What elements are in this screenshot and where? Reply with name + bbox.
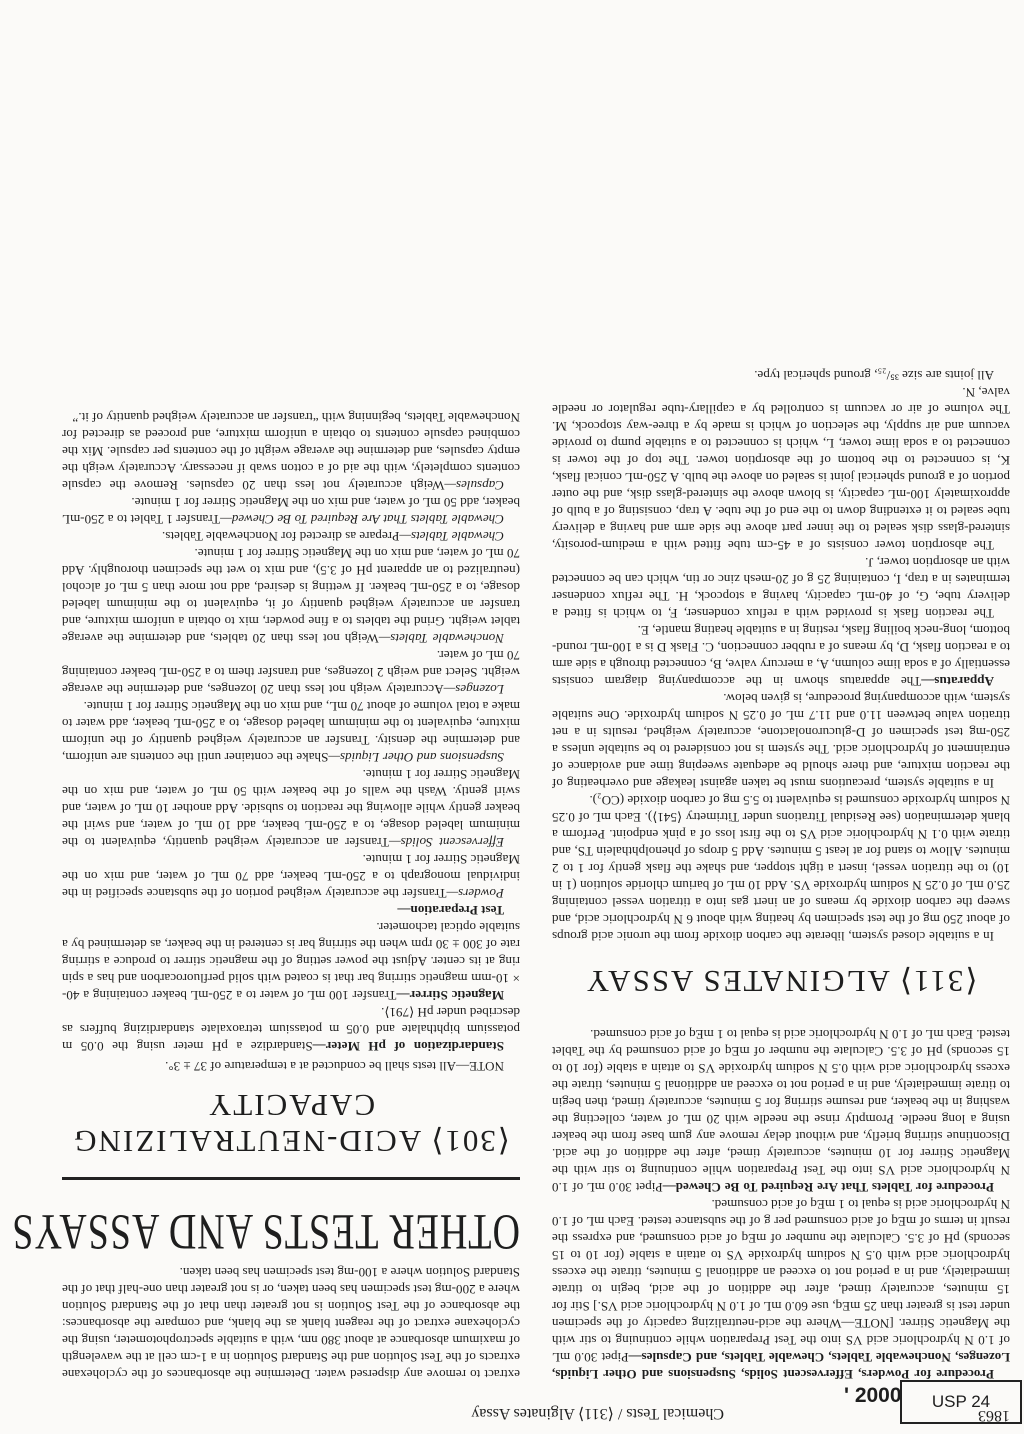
paragraph-reaction-flask: The reaction flask is provided with a reflux condenser, F, to which is fitted a delivery tube, G, of 40-mL capacity, having a stopcock, H. The reflux condenser terminates in a trap, I, containing 25 g of 20-mesh zinc or tin, which can be connected with an absorption tower, J. xyxy=(552,555,1010,621)
page-number: 1863 xyxy=(978,1407,1010,1424)
run-in-heading: Powders— xyxy=(446,885,504,901)
test-preparation-heading: Test Preparation— xyxy=(397,902,504,918)
paragraph-chewable xyxy=(62,527,520,544)
edition-stamp-label: USP 24 xyxy=(931,1392,991,1411)
right-column xyxy=(11,408,520,1382)
paragraph-text: Pipet 30.0 mL of 1.0 N hydrochloric acid VS into the Test Preparation while continuing to stir with the Magnetic Stirrer. [NOTE—Where the acid-neutralizing capacity of the specimen under test is greater than 25 mEq, use 60.0 mL of 1.0 N hydrochloric acid VS.] Stir for 15 minutes, accurately timed, after the addition of the acid, begin to titrate immediately, and in a period not to exceed an additional 5 minutes, titrate the excess hydrochloric acid with 0.5 N sodium hydroxide VS to attain a stable (for 10 to 15 seconds) pH of 3.5. Calculate the number of mEq of acid consumed, and express the result in terms of mEq of acid consumed per g of the substance tested. Each mL of 1.0 N hydrochloric acid is equal to 1 mEq of acid consumed. xyxy=(551,1197,1010,1366)
left-column xyxy=(552,366,1010,1382)
paragraph-text: Transfer the accurately weighed portion of the substance specified in the individual monograph to a 250-mL beaker, add 70 mL of water, and mix on the Magnetic Stirrer for 1 minute. xyxy=(62,851,520,901)
paragraph-text: Pipet 30.0 mL of 1.0 N hydrochloric acid VS into the Test Preparation while continuing to stir with the Magnetic Stirrer for 10 minutes, accurately timed, after the addition of the acid. Discontinue stirring briefly, and without delay remove any gum base from the beaker using a long needle. Promptly rinse the needle with 20 mL of water, collecting the washing in the beaker, and resume stirring for 5 minutes, accurately timed, then begin to titrate immediately, and in a period not to exceed an additional 5 minutes, titrate the excess hydrochloric acid with 0.5 N sodium hydroxide VS to attain a stable (for 10 to 15 seconds) pH of 3.5. Calculate the number of mEq of acid consumed by the Tablet tested. Each mL of 1.0 N hydrochloric acid is equal to 1 mEq of acid consumed. xyxy=(552,1027,1010,1196)
paragraph-powders xyxy=(62,850,520,901)
paragraph-lozenges xyxy=(62,646,520,697)
run-in-heading: Suspensions and Other Liquids— xyxy=(328,749,504,765)
run-in-heading: Standardization of pH Meter— xyxy=(312,1038,504,1054)
run-in-heading: Magnetic Stirrer— xyxy=(396,987,504,1003)
paragraph-apparatus xyxy=(552,621,1010,689)
running-head: Chemical Tests / ⟨311⟩ Alginates Assay xyxy=(471,1405,724,1422)
run-in-heading: Procedure for Tablets That Are Required To Be Chewed— xyxy=(662,1180,994,1196)
edition-stamp-box xyxy=(900,1380,1022,1424)
paragraph-text: Transfer an accurately weighed quantity, equivalent to the minimum labeled dosage, to a 250-mL beaker, add 10 mL of water, and swirl the beaker gently while allowing the reaction to subside. Add another 10 mL of water, and swirl gently. Wash the walls of the beaker with 50 mL of water, and mix on the Magnetic Stirrer for 1 minute. xyxy=(62,766,520,850)
paragraph-text: Transfer 1 Tablet to a 250-mL beaker, add 50 mL of water, and mix on the Magnetic Stirrer for 1 minute. xyxy=(62,495,520,528)
paragraph-text: Shake the container until the contents are uniform, and determine the density. Transfer an accurately weighed quantity of the uniform mixture, equivalent to the minimum labeled dosage, to a 250-mL beaker, add water to make a total volume of about 70 mL, and mix on the Magnetic Stirrer for 1 minute. xyxy=(61,698,520,765)
chapter-rule xyxy=(62,1177,520,1180)
section-title-line: CAPACITY xyxy=(206,1088,376,1124)
paragraph-text: Weigh not less than 20 tablets, and determine the average tablet weight. Grind the tablets to a fine powder, mix to obtain a uniform mixture, and transfer an accurately weighed quantity of it, equivalent to the minimum labeled dosage, to a 250-mL beaker. If wetting is desired, add not more than 5 mL of alcohol (neutralized to an apparent pH of 3.5), and mix to wet the specimen thoroughly. Add 70 mL of water, and mix on the Magnetic Stirrer for 1 minute. xyxy=(61,545,520,646)
run-in-heading: Capsules— xyxy=(444,478,504,494)
paragraph-system: In a suitable system, precautions must be taken against leakage and overheating of the reaction mixture, and there should be adequate sweeping time and avoidance of entrainment of hydrochloric acid. The system is not considered to be suitable unless a 250-mg test specimen of D-glucuronolactone, accurately weighed, results in a net titration value between 11.0 and 11.7 mL of 0.25 N sodium hydroxide. One suitable system, with accompanying procedure, is given below. xyxy=(552,690,1010,791)
paragraph-standardization xyxy=(62,1003,520,1054)
run-in-heading: Nonchewable Tablets— xyxy=(378,630,504,646)
run-in-heading: Chewable Tablets That Are Required To Be Chewed— xyxy=(220,512,504,528)
paragraph-nonchewable xyxy=(62,544,520,646)
paragraph-suspensions xyxy=(62,697,520,765)
section-title-acid-neutralizing xyxy=(62,1088,520,1159)
paragraph-absorption-tower: The absorption tower consists of a 45-cm tube fitted with a medium-porosity, sintered-glass disk sealed to the inner part above the side arm and having a delivery tube sealed to it extending down to the end of the tube. A trap, consisting of a bulb of approximately 100-mL capacity, is blown above the sintered-glass disk, and the outer portion of a ground spherical joint is sealed on above the bulb. A 250-mL conical flask, K, is connected to the bottom of the absorption tower. The top of the tower is connected to a soda lime tower, L, which is connected to a suitable pump to provide vacuum and air supply, the selection of which is made by a three-way stopcock, M. The volume of air or vacuum is controlled by a capillary-tube regulator or needle valve, N. xyxy=(552,385,1010,554)
paragraph-joints: All joints are size ³⁵/₂₅, ground spherical type. xyxy=(754,368,994,384)
paragraph-text: Weigh accurately not less than 20 capsules. Remove the capsule contents completely, with the aid of a cotton swab if necessary. Accurately weigh the empty capsules, and determine the average weight of the contents per capsule. Mix the combined capsule contents to obtain a uniform mixture, and proceed as directed for Nonchewable Tablets, beginning with “transfer an accurately weighed quantity of it.” xyxy=(62,410,520,494)
paragraph-capsules xyxy=(62,408,520,493)
chapter-title: OTHER TESTS AND ASSAYS xyxy=(11,1202,520,1260)
paragraph-text: Accurately weigh not less than 20 lozenges, and determine the average weight. Select and weigh 2 lozenges, and transfer them to a 250-mL beaker containing 70 mL of water. xyxy=(62,647,520,697)
run-in-heading: Lozenges— xyxy=(443,681,504,697)
paragraph-text: Standardize a pH meter using the 0.05 m potassium biphthalate and 0.05 m potassium tetraoxalate standardizing buffers as described under pH ⟨791⟩. xyxy=(62,1004,520,1054)
paragraph-alginates-intro: In a suitable closed system, liberate the carbon dioxide from the uronic acid groups of about 250 mg of the test specimen by heating with about 6 N hydrochloric acid, and sweep the carbon dioxide by means of an inert gas into a titration vessel containing 25.0 mL of 0.25 N sodium hydroxide VS. Add 10 mL of barium chloride solution (1 in 10) to the titration vessel, insert a tight stopper, and shake the flask gently for 1 to 2 minutes. Allow to stand for at least 5 minutes. Add 5 drops of phenolphthalein TS, and titrate with 0.1 N hydrochloric acid VS to the first loss of a pink endpoint. Perform a blank determination (see Residual Titrations under Titrimetry ⟨541⟩). Each mL of 0.25 N sodium hydroxide consumed is equivalent to 5.5 mg of carbon dioxide (CO₂). xyxy=(552,792,1010,944)
run-in-heading: Chewable Tablets— xyxy=(399,529,504,544)
run-in-heading: Apparatus— xyxy=(921,673,994,689)
paragraph-continued: extract to remove any dispersed water. Determine the absorbances of the cyclohexane extracts of the Test Solution and the Standard Solution in a 1-cm cell at the wavelength of maximum absorbance at about 380 nm, with a suitable spectrophotometer, using the cyclohexane extract of the reagent blank as the blank, and compare the absorbances: the absorbance of the Test Solution is not greater than that of the Standard Solution where a 200-mg test specimen has been taken, or is not greater than one-half that of the Standard Solution where a 100-mg test specimen has been taken. xyxy=(62,1265,520,1382)
run-in-heading: Procedure for Powders, Effervescent Solids, Suspensions and Other Liquids, Lozenges, Nonchewable Tablets, Chewable Tablets, and Capsules— xyxy=(552,1350,1010,1382)
paragraph-procedure-chewed xyxy=(552,1025,1010,1195)
handwritten-stamp: ' 2000 xyxy=(844,1384,902,1407)
paragraph-effervescent xyxy=(62,765,520,850)
paragraph-procedure-general xyxy=(552,1195,1010,1382)
paragraph-chewable-required xyxy=(62,493,520,527)
paragraph-magnetic-stirrer xyxy=(62,918,520,1003)
paragraph-text: Transfer 100 mL of water to a 250-mL beaker containing a 40- × 10-mm magnetic stirring bar that is coated with solid perfluorocarbon and has a spin ring at its center. Adjust the power setting of the magnetic stirrer to produce a stirring rate of 300 ± 30 rpm when the stirring bar is centered in the beaker, as determined by a suitable optical tachometer. xyxy=(62,919,520,1003)
run-in-heading: Effervescent Solids— xyxy=(388,834,504,850)
paragraph-text: Prepare as directed for Nonchewable Tablets. xyxy=(162,529,400,544)
section-title-alginates: ⟨311⟩ ALGINATES ASSAY xyxy=(584,964,978,1000)
paragraph-text: The apparatus shown in the accompanying diagram consists essentially of a soda lime column, A, a mercury valve, B, connected through a side arm to a reaction flask, D, by means of a rubber connection, C. Flask D is a 100-mL round-bottom, long-neck boiling flask, resting in a suitable heating mantle, E. xyxy=(552,622,1010,689)
note: NOTE—All tests shall be conducted at a temperature of 37 ± 3°. xyxy=(165,1058,504,1074)
section-title-line: ⟨301⟩ ACID-NEUTRALIZING xyxy=(72,1123,510,1159)
